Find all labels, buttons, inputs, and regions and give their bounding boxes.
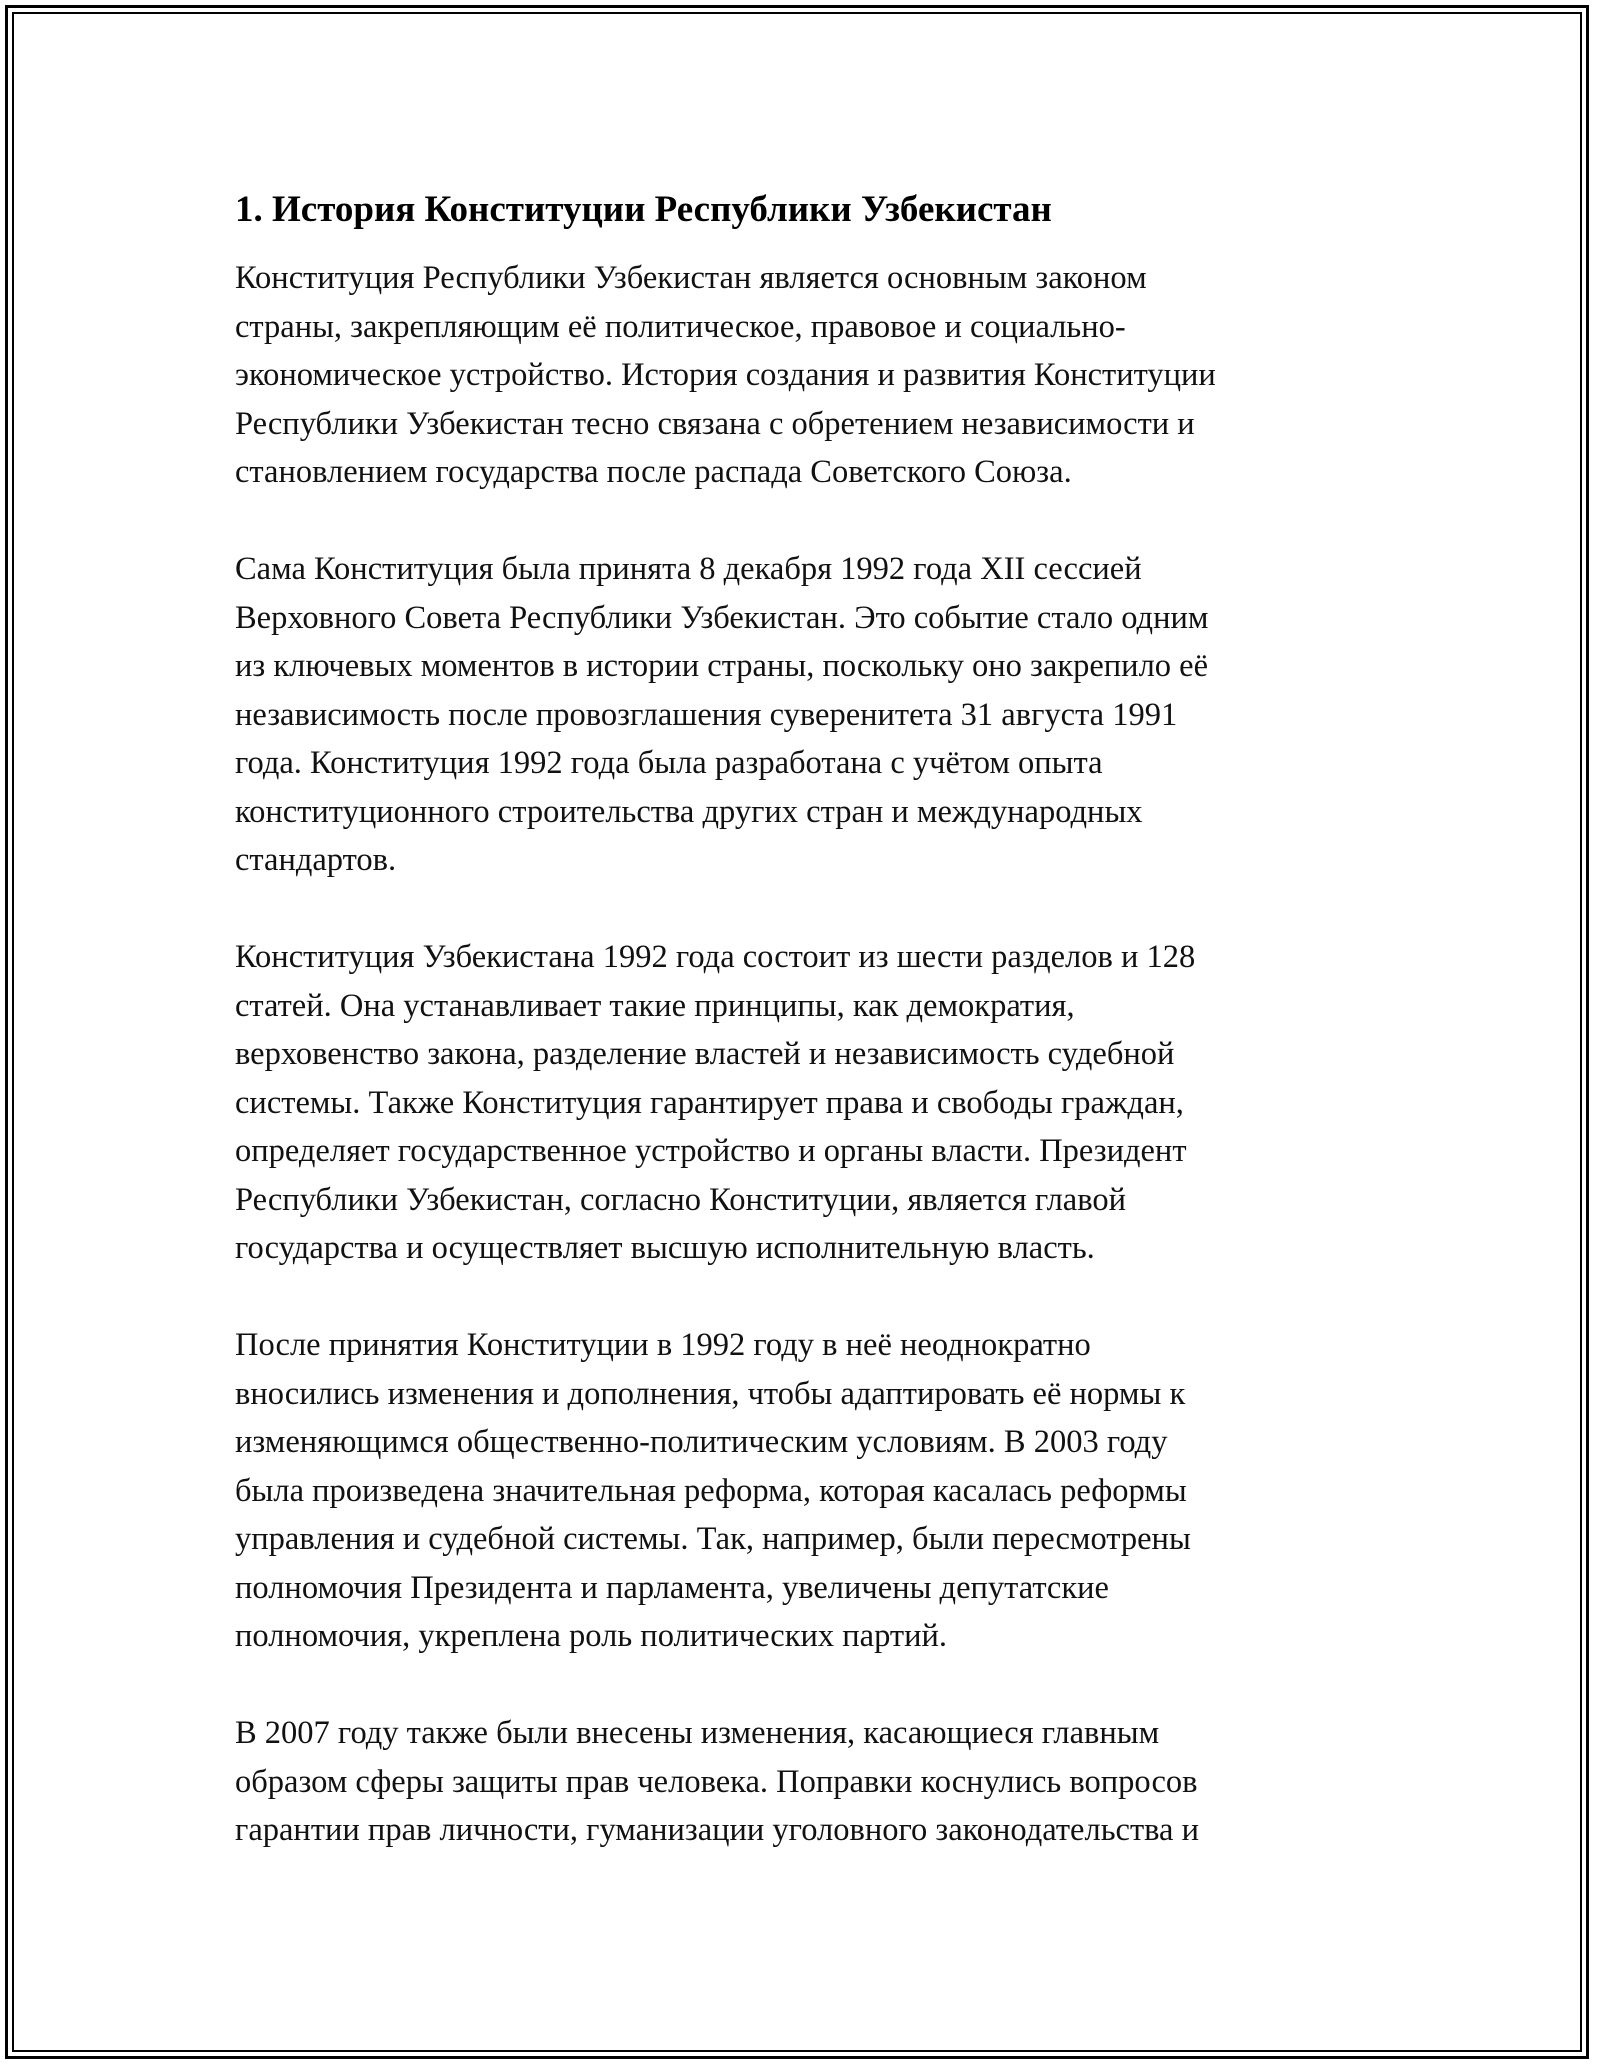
text-line: экономическое устройство. История создания и развития Конституции	[235, 357, 1216, 393]
text-line: верховенство закона, разделение властей и независимость судебной	[235, 1036, 1175, 1072]
text-line: управления и судебной системы. Так, например, были пересмотрены	[235, 1521, 1191, 1557]
text-line: Конституция Республики Узбекистан является основным законом	[235, 260, 1147, 296]
text-line: Сама Конституция была принята 8 декабря 1992 года XII сессией	[235, 551, 1142, 587]
text-line: независимость после провозглашения суверенитета 31 августа 1991	[235, 696, 1178, 733]
text-line: Республики Узбекистан, согласно Конституции, является главой	[235, 1181, 1126, 1218]
paragraph-5	[235, 1709, 1365, 1855]
text-line: конституционного строительства других стран и международных	[235, 793, 1143, 830]
text-line: После принятия Конституции в 1992 году в неё неоднократно	[235, 1327, 1091, 1363]
text-line: образом сферы защиты прав человека. Поправки коснулись вопросов	[235, 1763, 1198, 1800]
text-line: Конституция Узбекистана 1992 года состоит из шести разделов и 128	[235, 939, 1196, 975]
text-line: полномочия Президента и парламента, увеличены депутатские	[235, 1569, 1109, 1606]
document-body	[235, 188, 1365, 1903]
paragraph-2	[235, 545, 1365, 885]
text-line: Верховного Совета Республики Узбекистан. Это событие стало одним	[235, 599, 1209, 636]
section-heading: 1. История Конституции Республики Узбекистан	[235, 189, 1052, 230]
text-line: изменяющимся общественно-политическим условиям. В 2003 году	[235, 1424, 1168, 1460]
text-line: статей. Она устанавливает такие принципы, как демократия,	[235, 987, 1075, 1024]
text-line: В 2007 году также были внесены изменения, касающиеся главным	[235, 1715, 1160, 1751]
text-line: была произведена значительная реформа, которая касалась реформы	[235, 1472, 1187, 1509]
text-line: вносились изменения и дополнения, чтобы адаптировать её нормы к	[235, 1375, 1186, 1412]
text-line: становлением государства после распада Советского Союза.	[235, 454, 1072, 490]
text-line: определяет государственное устройство и органы власти. Президент	[235, 1133, 1187, 1169]
text-line: года. Конституция 1992 года была разработана с учётом опыта	[235, 745, 1103, 781]
text-line: Республики Узбекистан тесно связана с обретением независимости и	[235, 405, 1195, 442]
text-line: государства и осуществляет высшую исполнительную власть.	[235, 1230, 1095, 1266]
text-line: полномочия, укреплена роль политических партий.	[235, 1618, 948, 1654]
text-line: гарантии прав личности, гуманизации уголовного законодательства и	[235, 1812, 1200, 1848]
text-line: стандартов.	[235, 842, 397, 878]
text-line: из ключевых моментов в истории страны, поскольку оно закрепило её	[235, 648, 1209, 684]
text-line: страны, закрепляющим её политическое, правовое и социально-	[235, 308, 1126, 345]
paragraph-4	[235, 1321, 1365, 1661]
paragraph-1	[235, 254, 1365, 497]
text-line: системы. Также Конституция гарантирует права и свободы граждан,	[235, 1084, 1184, 1121]
paragraph-3	[235, 933, 1365, 1273]
